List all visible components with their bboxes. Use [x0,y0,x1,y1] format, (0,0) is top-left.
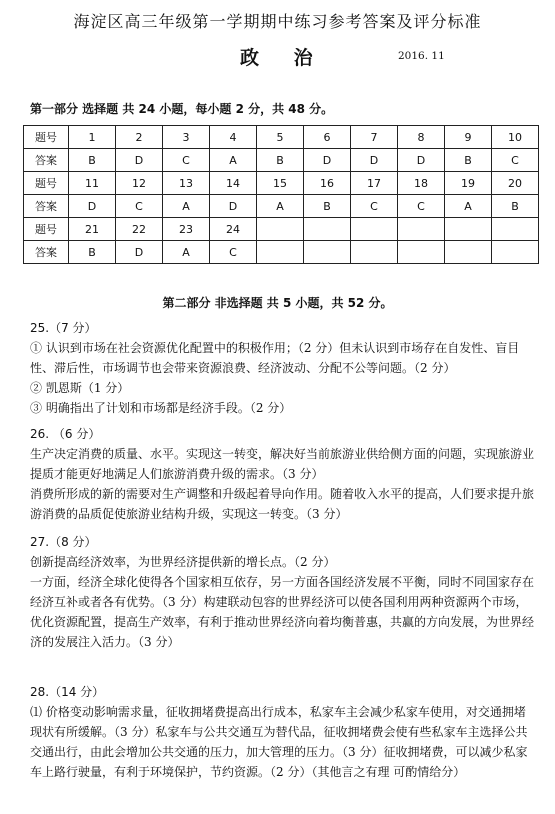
table-cell [492,241,539,264]
table-cell: 11 [69,172,116,195]
table-cell: B [69,241,116,264]
table-cell: A [163,241,210,264]
question-28 [30,682,535,782]
answer-line: 消费所形成的新的需要对生产调整和升级起着导向作用。随着收入水平的提高，人们要求提升旅游消费的品质促使旅游业结构升级，实现这一转变。（3 分） [30,487,535,521]
table-cell: D [304,149,351,172]
table-cell: C [351,195,398,218]
answer-line: 一方面，经济全球化使得各个国家相互依存，另一方面各国经济发展不平衡，同时不同国家存在经济互补或者各有优势。（3 分）构建联动包容的世界经济可以使各国利用两种资源两个市场，优化资源配置，提高生产效率，有利于推动世界经济向着均衡普惠，共赢的方向发展，为世界经济的发展注入活力。（3 分） [30,575,535,649]
table-cell [398,241,445,264]
part1-heading: 第一部分 选择题 共 24 小题，每小题 2 分，共 48 分。 [30,102,334,116]
question-header: 28.（14 分） [30,685,105,699]
table-cell: 10 [492,126,539,149]
answer-table [23,125,539,264]
table-cell: B [492,195,539,218]
table-cell: 22 [116,218,163,241]
table-cell: 24 [210,218,257,241]
table-cell: 19 [445,172,492,195]
table-cell: B [69,149,116,172]
table-cell: D [398,149,445,172]
table-cell: A [445,195,492,218]
question-26 [30,424,535,524]
table-cell: 21 [69,218,116,241]
row-label: 题号 [24,172,69,195]
table-cell: 23 [163,218,210,241]
table-cell: B [445,149,492,172]
table-cell [398,218,445,241]
table-cell: 5 [257,126,304,149]
subject-title: 政 治 [240,47,327,69]
table-cell [492,218,539,241]
table-cell: 13 [163,172,210,195]
table-cell: D [116,149,163,172]
table-cell: 15 [257,172,304,195]
table-cell: A [257,195,304,218]
answer-line: 生产决定消费的质量、水平。实现这一转变，解决好当前旅游业供给侧方面的问题，实现旅游业提质才能更好地满足人们旅游消费升级的需求。（3 分） [30,447,535,481]
answer-table-row [24,126,539,149]
table-cell: D [210,195,257,218]
row-label: 答案 [24,241,69,264]
table-cell: 1 [69,126,116,149]
table-cell: B [257,149,304,172]
answer-table-row [24,195,539,218]
table-cell: 8 [398,126,445,149]
table-cell [445,241,492,264]
table-cell: 7 [351,126,398,149]
question-header: 27.（8 分） [30,535,97,549]
document-date: 2016. 11 [398,50,445,62]
answer-line: ② 凯恩斯（1 分） [30,381,130,395]
answer-table-row [24,172,539,195]
table-cell: 9 [445,126,492,149]
table-cell: 2 [116,126,163,149]
table-cell [304,241,351,264]
part2-heading: 第二部分 非选择题 共 5 小题，共 52 分。 [162,296,393,310]
table-cell: B [304,195,351,218]
table-cell: 12 [116,172,163,195]
table-cell: 16 [304,172,351,195]
table-cell: C [492,149,539,172]
table-cell [304,218,351,241]
table-cell: C [116,195,163,218]
table-cell [257,241,304,264]
answer-line: ⑴ 价格变动影响需求量，征收拥堵费提高出行成本，私家车主会减少私家车使用，对交通拥堵现状有所缓解。（3 分）私家车与公共交通互为替代品，征收拥堵费会使有些私家车主选择公共交通出行，由此会增加公共交通的压力，加大管理的压力。（3 分）征收拥堵费，可以减少私家车上路行驶量，有利于环境保护，节约资源。（2 分）（其他言之有理 可酌情给分） [30,705,528,779]
table-cell: D [116,241,163,264]
table-cell [351,241,398,264]
question-25 [30,318,535,418]
answer-table-row [24,241,539,264]
document-title: 海淀区高三年级第一学期期中练习参考答案及评分标准 [73,12,482,31]
table-cell: A [163,195,210,218]
row-label: 题号 [24,126,69,149]
row-label: 答案 [24,149,69,172]
table-cell: 3 [163,126,210,149]
table-cell [351,218,398,241]
table-cell: 20 [492,172,539,195]
table-cell: 17 [351,172,398,195]
table-cell: D [351,149,398,172]
row-label: 题号 [24,218,69,241]
table-cell: D [69,195,116,218]
answer-line: ③ 明确指出了计划和市场都是经济手段。（2 分） [30,401,292,415]
table-cell: 14 [210,172,257,195]
table-cell: A [210,149,257,172]
question-27 [30,532,535,652]
table-cell: 6 [304,126,351,149]
answer-table-row [24,149,539,172]
row-label: 答案 [24,195,69,218]
table-cell [257,218,304,241]
table-cell: C [163,149,210,172]
table-cell: C [398,195,445,218]
question-header: 25.（7 分） [30,321,97,335]
table-cell: C [210,241,257,264]
table-cell: 18 [398,172,445,195]
answer-line: ① 认识到市场在社会资源优化配置中的积极作用；（2 分）但未认识到市场存在自发性、盲目性、滞后性，市场调节也会带来资源浪费、经济波动、分配不公等问题。（2 分） [30,341,520,375]
answer-table-row [24,218,539,241]
answer-line: 创新提高经济效率，为世界经济提供新的增长点。（2 分） [30,555,336,569]
table-cell: 4 [210,126,257,149]
table-cell [445,218,492,241]
question-header: 26. （6 分） [30,427,101,441]
